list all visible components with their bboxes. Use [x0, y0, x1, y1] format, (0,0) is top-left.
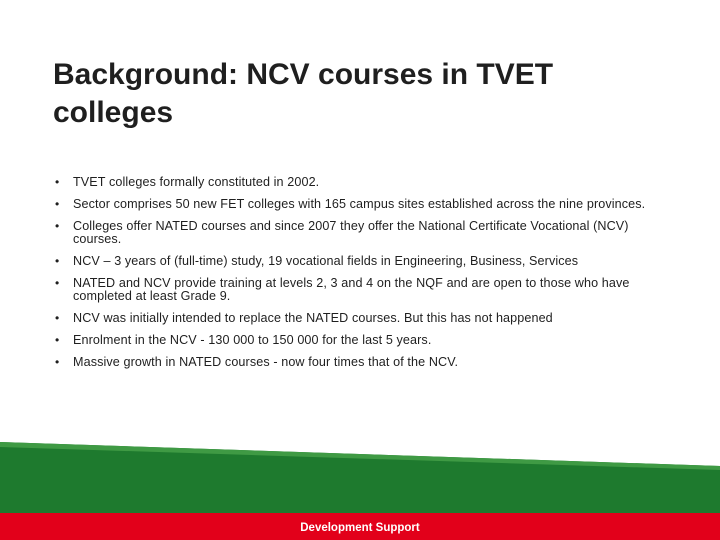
bullet-point-icon: •	[55, 276, 60, 290]
bullet-point-icon: •	[55, 254, 60, 268]
bullet-point-icon: •	[55, 175, 60, 189]
bullet-text: Massive growth in NATED courses - now four times that of the NCV.	[73, 355, 459, 369]
bullet-item	[55, 255, 665, 268]
bullet-point-icon: •	[55, 355, 60, 369]
bullet-text: NCV was initially intended to replace the NATED courses. But this has not happened	[73, 311, 553, 325]
bullet-text: NATED and NCV provide training at levels 2, 3 and 4 on the NQF and are open to those who have completed at least Grade 9.	[73, 276, 630, 303]
bullet-item	[55, 334, 665, 347]
bullet-text: NCV – 3 years of (full-time) study, 19 vocational fields in Engineering, Business, Services	[73, 254, 579, 268]
bullet-item	[55, 198, 665, 211]
bullet-item	[55, 176, 665, 189]
bullet-item	[55, 277, 665, 303]
bullet-point-icon: •	[55, 219, 60, 233]
bullet-point-icon: •	[55, 197, 60, 211]
bullet-item	[55, 220, 665, 246]
bullet-point-icon: •	[55, 333, 60, 347]
bullet-text: Sector comprises 50 new FET colleges with 165 campus sites established across the nine provinces.	[73, 197, 646, 211]
bullet-point-icon: •	[55, 311, 60, 325]
bullet-text: Colleges offer NATED courses and since 2007 they offer the National Certificate Vocational (NCV) courses.	[73, 219, 629, 246]
slide-title: Background: NCV courses in TVET colleges	[53, 58, 554, 129]
bullet-item	[55, 312, 665, 325]
footer-label: Development Support	[300, 522, 420, 534]
bullet-list	[55, 176, 665, 378]
bullet-text: Enrolment in the NCV - 130 000 to 150 000 for the last 5 years.	[73, 333, 432, 347]
bullet-item	[55, 356, 665, 369]
bullet-text: TVET colleges formally constituted in 2002.	[73, 175, 320, 189]
